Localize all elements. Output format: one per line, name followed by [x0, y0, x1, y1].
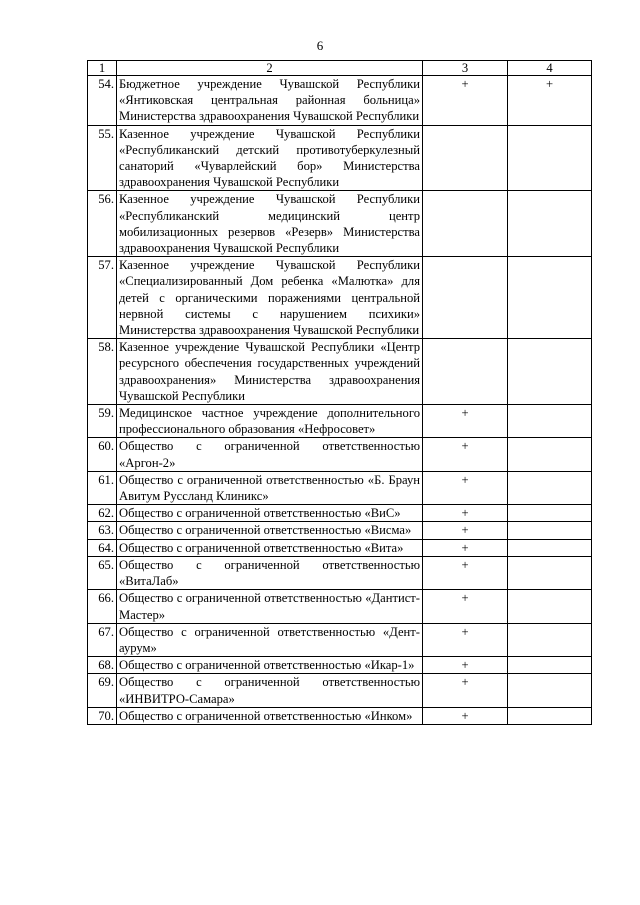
table-row [88, 471, 592, 504]
table-row [88, 539, 592, 556]
column-4-mark [508, 590, 592, 623]
column-3-mark: + [423, 405, 508, 438]
column-3-mark: + [423, 471, 508, 504]
column-4-mark [508, 505, 592, 522]
column-header-4: 4 [508, 61, 592, 76]
table-row [88, 257, 592, 339]
institution-name: Общество с ограниченной ответственностью «ВитаЛаб» [117, 556, 423, 589]
institutions-table [87, 60, 592, 725]
column-3-mark: + [423, 76, 508, 126]
institution-name: Общество с ограниченной ответственностью «ВиС» [117, 505, 423, 522]
column-4-mark [508, 438, 592, 471]
column-4-mark [508, 405, 592, 438]
institution-name: Общество с ограниченной ответственностью «Вита» [117, 539, 423, 556]
row-number: 64. [88, 539, 117, 556]
institution-name: Общество с ограниченной ответственностью «Висма» [117, 522, 423, 539]
column-3-mark: + [423, 623, 508, 656]
row-number: 68. [88, 657, 117, 674]
row-number: 62. [88, 505, 117, 522]
row-number: 55. [88, 125, 117, 191]
row-number: 58. [88, 339, 117, 405]
institution-name: Медицинское частное учреждение дополнительного профессионального образования «Нефросовет» [117, 405, 423, 438]
column-4-mark [508, 657, 592, 674]
column-4-mark [508, 674, 592, 707]
page-number: 6 [316, 38, 324, 53]
column-4-mark [508, 125, 592, 191]
institution-name: Общество с ограниченной ответственностью «Икар-1» [117, 657, 423, 674]
table-row [88, 125, 592, 191]
table-body [88, 76, 592, 725]
column-4-mark [508, 471, 592, 504]
table-row [88, 674, 592, 707]
column-3-mark: + [423, 522, 508, 539]
column-3-mark [423, 257, 508, 339]
institution-name: Общество с ограниченной ответственностью «Б. Браун Авитум Руссланд Клиникс» [117, 471, 423, 504]
table-row [88, 657, 592, 674]
column-3-mark: + [423, 556, 508, 589]
institution-name: Общество с ограниченной ответственностью «Дантист-Мастер» [117, 590, 423, 623]
table-row [88, 339, 592, 405]
column-4-mark [508, 707, 592, 724]
row-number: 57. [88, 257, 117, 339]
table-row [88, 707, 592, 724]
table-row [88, 438, 592, 471]
column-4-mark [508, 623, 592, 656]
column-4-mark [508, 539, 592, 556]
row-number: 67. [88, 623, 117, 656]
table-row [88, 191, 592, 257]
table-row [88, 556, 592, 589]
row-number: 65. [88, 556, 117, 589]
column-3-mark: + [423, 590, 508, 623]
column-header-2: 2 [117, 61, 423, 76]
row-number: 60. [88, 438, 117, 471]
row-number: 66. [88, 590, 117, 623]
column-4-mark: + [508, 76, 592, 126]
table-header-row [88, 61, 592, 76]
institution-name: Казенное учреждение Чувашской Республики «Центр ресурсного обеспечения государственных учреждений здравоохранения» Министерства здравоохранения Чувашской Республики [117, 339, 423, 405]
column-4-mark [508, 257, 592, 339]
column-4-mark [508, 339, 592, 405]
column-header-1: 1 [88, 61, 117, 76]
table-row [88, 405, 592, 438]
table-row [88, 623, 592, 656]
table-row [88, 522, 592, 539]
column-3-mark [423, 125, 508, 191]
column-header-3: 3 [423, 61, 508, 76]
institution-name: Общество с ограниченной ответственностью «Дент-аурум» [117, 623, 423, 656]
column-3-mark [423, 339, 508, 405]
row-number: 63. [88, 522, 117, 539]
institution-name: Общество с ограниченной ответственностью «Аргон-2» [117, 438, 423, 471]
table-row [88, 590, 592, 623]
institution-name: Бюджетное учреждение Чувашской Республики «Янтиковская центральная районная больница» Министерства здравоохранения Чувашской Республики [117, 76, 423, 126]
institution-name: Казенное учреждение Чувашской Республики «Специализированный Дом ребенка «Малютка» для детей с органическими поражениями центральной нервной системы с нарушением психики» Министерства здравоохранения Чувашской Республики [117, 257, 423, 339]
column-3-mark: + [423, 539, 508, 556]
table-row [88, 505, 592, 522]
table-row [88, 76, 592, 126]
column-3-mark: + [423, 505, 508, 522]
institution-name: Казенное учреждение Чувашской Республики «Республиканский детский противотуберкулезный санаторий «Чуварлейский бор» Министерства здравоохранения Чувашской Республики [117, 125, 423, 191]
row-number: 56. [88, 191, 117, 257]
row-number: 70. [88, 707, 117, 724]
column-3-mark [423, 191, 508, 257]
institution-name: Общество с ограниченной ответственностью «Инком» [117, 707, 423, 724]
column-3-mark: + [423, 674, 508, 707]
row-number: 61. [88, 471, 117, 504]
column-4-mark [508, 556, 592, 589]
institution-name: Общество с ограниченной ответственностью «ИНВИТРО-Самара» [117, 674, 423, 707]
row-number: 69. [88, 674, 117, 707]
row-number: 54. [88, 76, 117, 126]
column-3-mark: + [423, 438, 508, 471]
column-3-mark: + [423, 707, 508, 724]
column-4-mark [508, 522, 592, 539]
row-number: 59. [88, 405, 117, 438]
institution-name: Казенное учреждение Чувашской Республики «Республиканский медицинский центр мобилизационных резервов «Резерв» Министерства здравоохранения Чувашской Республики [117, 191, 423, 257]
column-3-mark: + [423, 657, 508, 674]
column-4-mark [508, 191, 592, 257]
